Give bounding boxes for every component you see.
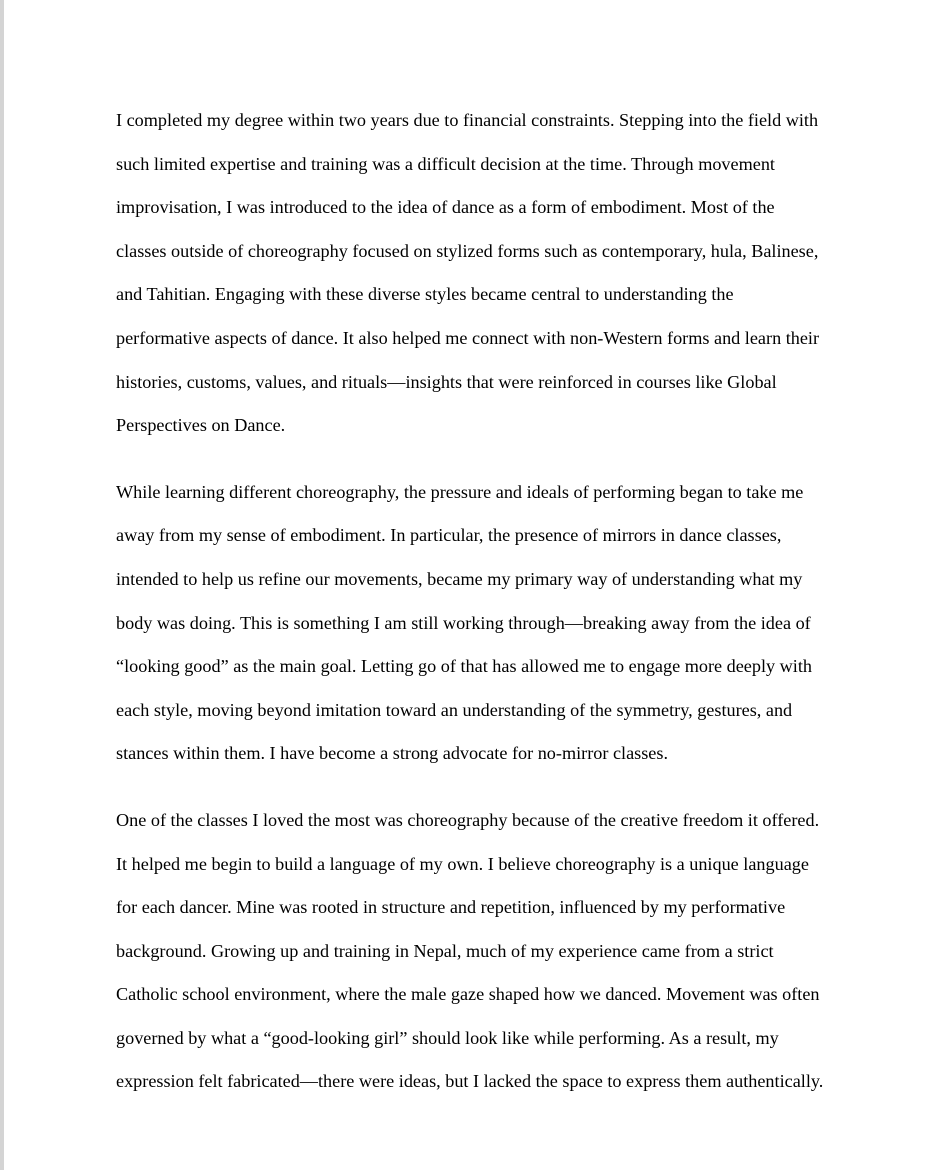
paragraph-line: improvisation, I was introduced to the idea of dance as a form of embodiment. Most of the	[116, 197, 775, 218]
paragraph-line: each style, moving beyond imitation toward an understanding of the symmetry, gestures, and	[116, 699, 793, 720]
document-page	[116, 106, 861, 1111]
paragraph-line: histories, customs, values, and rituals—insights that were reinforced in courses like Global	[116, 371, 777, 392]
paragraph-line: away from my sense of embodiment. In particular, the presence of mirrors in dance classes,	[116, 525, 782, 546]
paragraph-line: such limited expertise and training was a difficult decision at the time. Through movement	[116, 153, 775, 174]
paragraph-line: body was doing. This is something I am still working through—breaking away from the idea of	[116, 612, 811, 633]
paragraph-line: While learning different choreography, the pressure and ideals of performing began to take me	[116, 481, 804, 502]
paragraph-line: expression felt fabricated—there were ideas, but I lacked the space to express them authentically.	[116, 1071, 824, 1092]
paragraph-3	[116, 806, 861, 1111]
paragraph-line: classes outside of choreography focused on stylized forms such as contemporary, hula, Balinese,	[116, 240, 819, 261]
paragraph-line: Perspectives on Dance.	[116, 415, 286, 436]
paragraph-line: stances within them. I have become a strong advocate for no-mirror classes.	[116, 743, 669, 764]
paragraph-line: I completed my degree within two years due to financial constraints. Stepping into the field with	[116, 110, 819, 130]
paragraph-line: background. Growing up and training in Nepal, much of my experience came from a strict	[116, 940, 774, 961]
paragraph-line: performative aspects of dance. It also helped me connect with non-Western forms and learn their	[116, 327, 820, 348]
page-left-edge	[0, 0, 4, 1170]
paragraph-line: for each dancer. Mine was rooted in structure and repetition, influenced by my performative	[116, 897, 786, 918]
paragraph-line: and Tahitian. Engaging with these diverse styles became central to understanding the	[116, 284, 734, 305]
paragraph-2	[116, 478, 861, 783]
paragraph-line: Catholic school environment, where the male gaze shaped how we danced. Movement was often	[116, 984, 820, 1005]
paragraph-line: One of the classes I loved the most was choreography because of the creative freedom it offered.	[116, 809, 820, 830]
paragraph-1	[116, 106, 861, 455]
paragraph-line: intended to help us refine our movements, became my primary way of understanding what my	[116, 568, 803, 589]
paragraph-line: “looking good” as the main goal. Letting go of that has allowed me to engage more deeply with	[116, 656, 812, 677]
paragraph-line: It helped me begin to build a language of my own. I believe choreography is a unique language	[116, 853, 809, 874]
paragraph-line: governed by what a “good-looking girl” should look like while performing. As a result, my	[116, 1027, 779, 1048]
